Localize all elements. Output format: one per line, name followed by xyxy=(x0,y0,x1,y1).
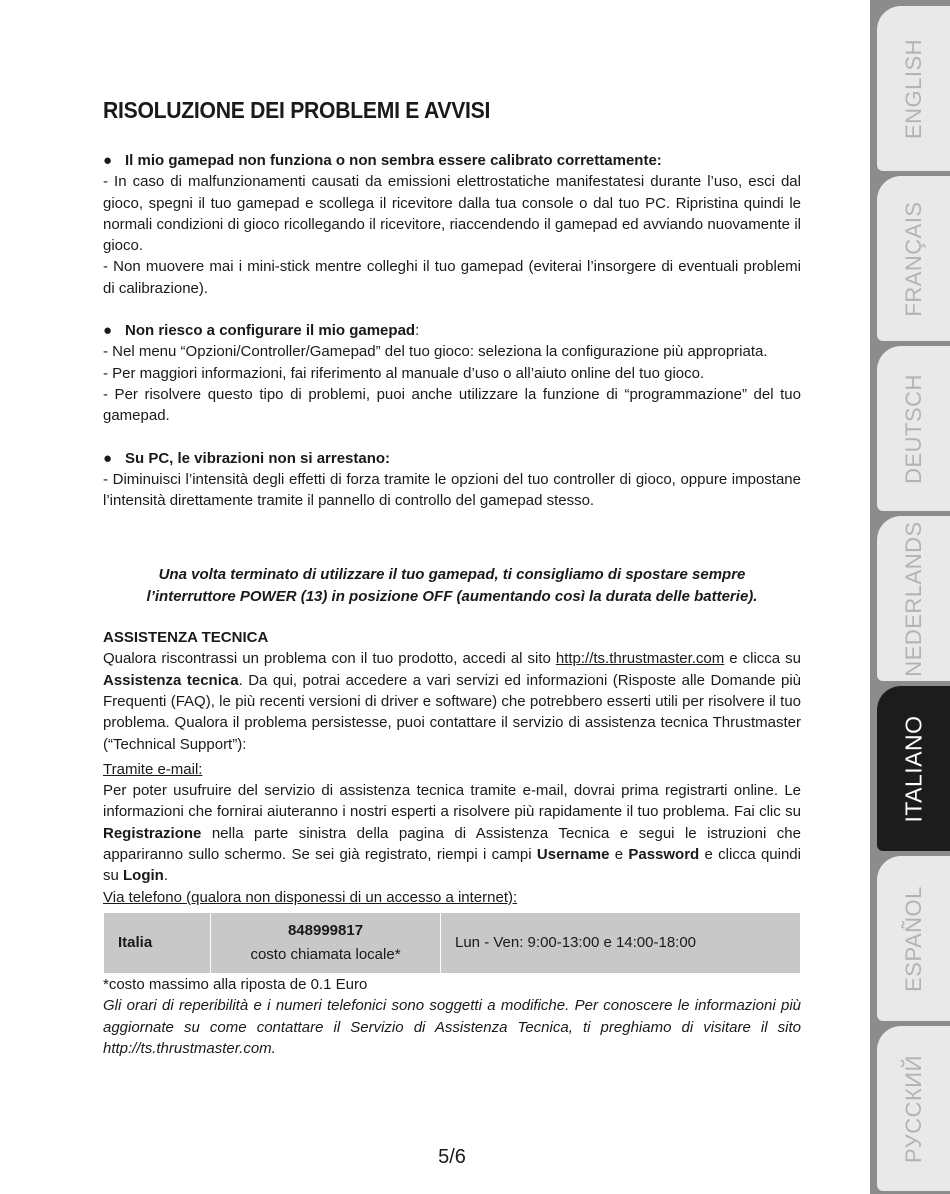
table-row xyxy=(104,912,801,973)
section-2-paragraph: - Nel menu “Opzioni/Controller/Gamepad” del tuo gioco: seleziona la configurazione più appropriata. xyxy=(103,343,768,361)
bullet-icon: ● xyxy=(103,322,113,340)
power-note: Una volta terminato di utilizzare il tuo gamepad, ti consigliamo di spostare sempre l’interruttore POWER (13) in posizione OFF (aumentando così la durata delle batterie). xyxy=(146,566,758,605)
email-paragraph: Per poter usufruire del servizio di assistenza tecnica tramite e-mail, dovrai prima registrarti online. Le informazioni che fornirai aiuteranno i nostri esperti a risolvere più rapidamente il tuo problema. Fai clic su Registrazione nella parte sinistra della pagina di Assistenza Tecnica e segui le istruzioni che appariranno sullo schermo. Se sei già registrato, riempi i campi Username e Password e clicca quindi su Login. xyxy=(103,782,801,885)
page-title: RISOLUZIONE DEI PROBLEMI E AVVISI xyxy=(103,97,491,123)
tab-russian[interactable]: РУССКИЙ xyxy=(877,1026,950,1191)
support-heading: ASSISTENZA TECNICA xyxy=(103,629,269,647)
document-body xyxy=(103,150,801,1059)
bullet-icon: ● xyxy=(103,152,113,169)
section-2-heading: ● Non riesco a configurare il mio gamepad: xyxy=(103,320,801,341)
tab-deutsch[interactable]: DEUTSCH xyxy=(877,346,950,511)
phone-subheading: Via telefono (qualora non disponessi di un accesso a internet): xyxy=(103,888,518,906)
section-3-paragraph: - Diminuisci l’intensità degli effetti di forza tramite le opzioni del tuo controller di gioco, oppure impostane l’intensità direttamente tramite il pannello di controllo del gamepad stesso. xyxy=(103,470,801,510)
phone-cost: costo chiamata locale* xyxy=(250,945,401,963)
tab-english[interactable]: ENGLISH xyxy=(877,6,950,171)
section-1-paragraph: - In caso di malfunzionamenti causati da emissioni elettrostatiche manifestatesi durante l’uso, esci dal gioco, spegni il tuo gamepad e scollega il ricevitore dalla tua console o dal tuo PC. Ripristina quindi le normali condizioni di gioco ricollegando il ricevitore, riaccendendo il gamepad ed avviando nuovamente il gioco. xyxy=(103,173,801,255)
phone-number: 848999817 xyxy=(287,921,364,939)
phone-table xyxy=(103,912,801,974)
page-number: 5/6 xyxy=(438,1146,466,1168)
section-2-paragraph: - Per risolvere questo tipo di problemi, puoi anche utilizzare la funzione di “programmazione” del tuo gamepad. xyxy=(103,385,801,425)
final-note: Gli orari di reperibilità e i numeri telefonici sono soggetti a modifiche. Per conoscere le informazioni più aggiornate su come contattare il Servizio di Assistenza Tecnica, ti preghiamo di visitare il sito http://ts.thrustmaster.com. xyxy=(103,997,801,1057)
tab-espanol[interactable]: ESPAÑOL xyxy=(877,856,950,1021)
section-2-paragraph: - Per maggiori informazioni, fai riferimento al manuale d’uso o all’aiuto online del tuo gioco. xyxy=(103,364,705,382)
tab-nederlands[interactable]: NEDERLANDS xyxy=(877,516,950,681)
language-tabs xyxy=(870,0,950,1194)
tab-italiano[interactable]: ITALIANO xyxy=(877,686,950,851)
bullet-icon: ● xyxy=(103,449,113,467)
section-1-heading: ● Il mio gamepad non funziona o non sembra essere calibrato correttamente: xyxy=(103,150,801,171)
footnote: *costo massimo alla riposta de 0.1 Euro xyxy=(103,975,368,993)
section-3-heading: ● Su PC, le vibrazioni non si arrestano: xyxy=(103,448,801,469)
section-1-paragraph: - Non muovere mai i mini-stick mentre colleghi il tuo gamepad (eviterai l’insorgere di eventuali problemi di calibrazione). xyxy=(103,258,801,297)
email-subheading: Tramite e-mail: xyxy=(103,760,203,778)
support-paragraph: Qualora riscontrassi un problema con il tuo prodotto, accedi al sito http://ts.thrustmaster.com e clicca su Assistenza tecnica. Da qui, potrai accedere a vari servizi ed informazioni (Risposte alle Domande più Frequenti (FAQ), le più recenti versioni di driver e software) che potrebbero esserti utili per risolvere il tuo problema. Qualora il problema persistesse, puoi contattare il servizio di assistenza tecnica Thrustmaster (“Technical Support”): xyxy=(103,650,801,753)
phone-country: Italia xyxy=(104,912,211,973)
tab-francais[interactable]: FRANÇAIS xyxy=(877,176,950,341)
phone-number-cell xyxy=(211,912,441,973)
support-site-link[interactable]: http://ts.thrustmaster.com xyxy=(555,650,725,668)
phone-hours: Lun - Ven: 9:00-13:00 e 14:00-18:00 xyxy=(441,912,801,973)
